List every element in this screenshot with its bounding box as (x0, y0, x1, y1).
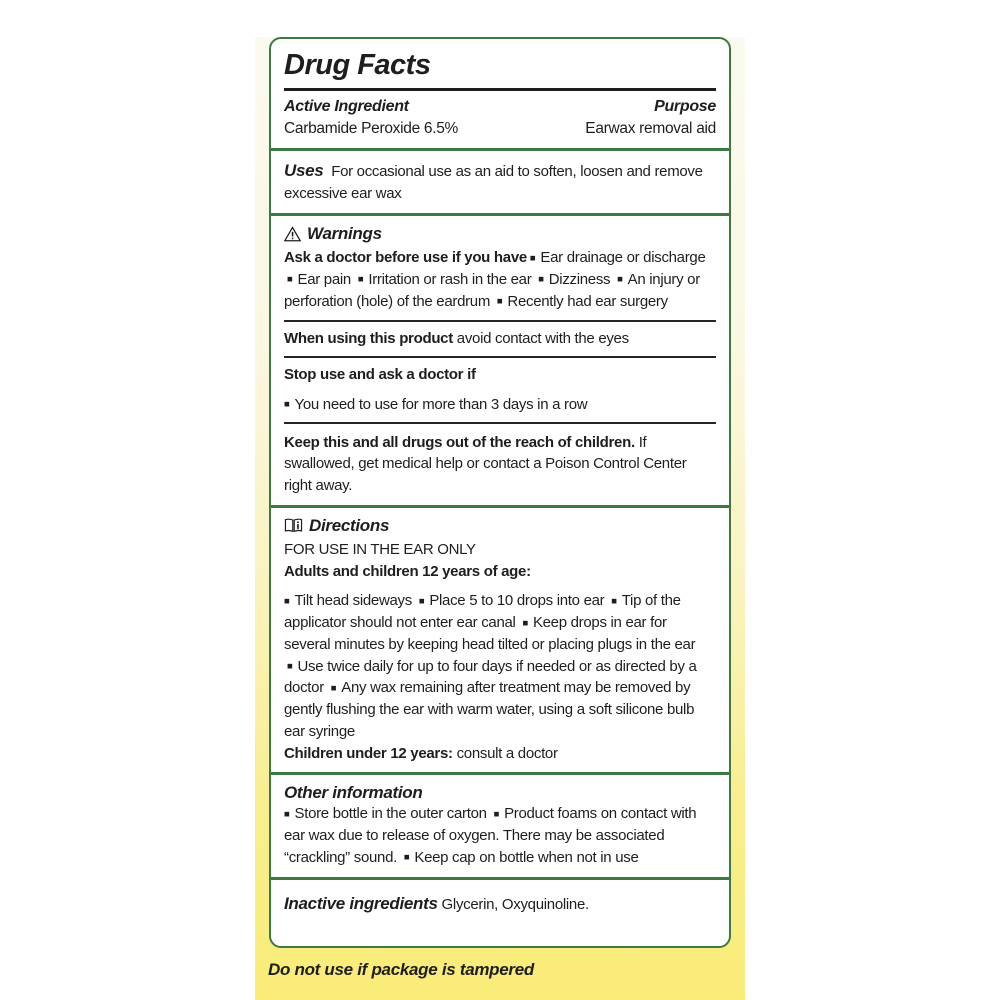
stop-use-heading: Stop use and ask a doctor if (284, 366, 476, 384)
when-using-section (271, 322, 729, 356)
other-information-heading: Other information (284, 783, 423, 803)
drug-facts-title: Drug Facts (284, 49, 431, 81)
directions-items: ■ Tilt head sideways ■ Place 5 to 10 drops into ear ■ Tip of the applicator should not enter ear canal ■ Keep drops in ear for several minutes by keeping head tilted or placing plugs in the ear ■ Use twice daily for up to four days if needed or as directed by a doctor ■ Any wax remaining after treatment may be removed by gently flushing the ear with warm water, using a soft silicone bulb ear syringe (284, 592, 697, 740)
title-rule (284, 88, 716, 91)
purpose-heading: Purpose (654, 98, 716, 115)
ask-doctor-text: Ask a doctor before use if you have ■ Ear drainage or discharge ■ Ear pain ■ Irritation or rash in the ear ■ Dizziness ■ An injury or perforation (hole) of the eardrum ■ Recently had ear surgery (284, 249, 706, 310)
when-using-text: When using this product avoid contact with the eyes (284, 330, 629, 348)
directions-line2: Adults and children 12 years of age: (284, 562, 531, 580)
keep-out-of-reach-section (271, 424, 729, 505)
children-under-12-text: Children under 12 years: consult a doctor (284, 744, 558, 762)
inactive-ingredients-text: Inactive ingredients Glycerin, Oxyquinoline. (284, 893, 589, 913)
package-side-panel (255, 37, 745, 1000)
warning-triangle-icon (284, 226, 301, 242)
other-information-items: ■ Store bottle in the outer carton ■ Product foams on contact with ear wax due to release of oxygen. There may be associated “crackling” sound. ■ Keep cap on bottle when not in use (284, 805, 697, 866)
booklet-info-icon (284, 518, 303, 533)
header-section (271, 39, 729, 148)
active-ingredient-column (284, 98, 458, 140)
other-information-section (271, 775, 729, 876)
inactive-ingredients-section (271, 880, 729, 947)
purpose-column (585, 98, 716, 140)
active-ingredient-value: Carbamide Peroxide 6.5% (284, 120, 459, 137)
uses-text: Uses For occasional use as an aid to soften, loosen and remove excessive ear wax (284, 160, 703, 203)
warnings-heading-row (284, 224, 716, 247)
stop-use-items: ■ You need to use for more than 3 days in a row (284, 395, 588, 413)
uses-section (271, 151, 729, 213)
warnings-section (271, 216, 729, 320)
directions-section (271, 508, 729, 773)
keep-out-of-reach-text: Keep this and all drugs out of the reach of children. If swallowed, get medical help or contact a Poison Control Center right away. (284, 433, 687, 495)
purpose-value: Earwax removal aid (585, 120, 716, 137)
tamper-warning-text: Do not use if package is tampered (268, 960, 534, 980)
stop-use-section (271, 358, 729, 422)
directions-heading-row (284, 516, 716, 539)
directions-heading: Directions (309, 515, 390, 535)
active-ingredient-heading: Active Ingredient (284, 98, 409, 115)
drug-facts-box (269, 37, 731, 948)
warnings-heading: Warnings (307, 224, 382, 244)
directions-line1: FOR USE IN THE EAR ONLY (284, 540, 476, 558)
